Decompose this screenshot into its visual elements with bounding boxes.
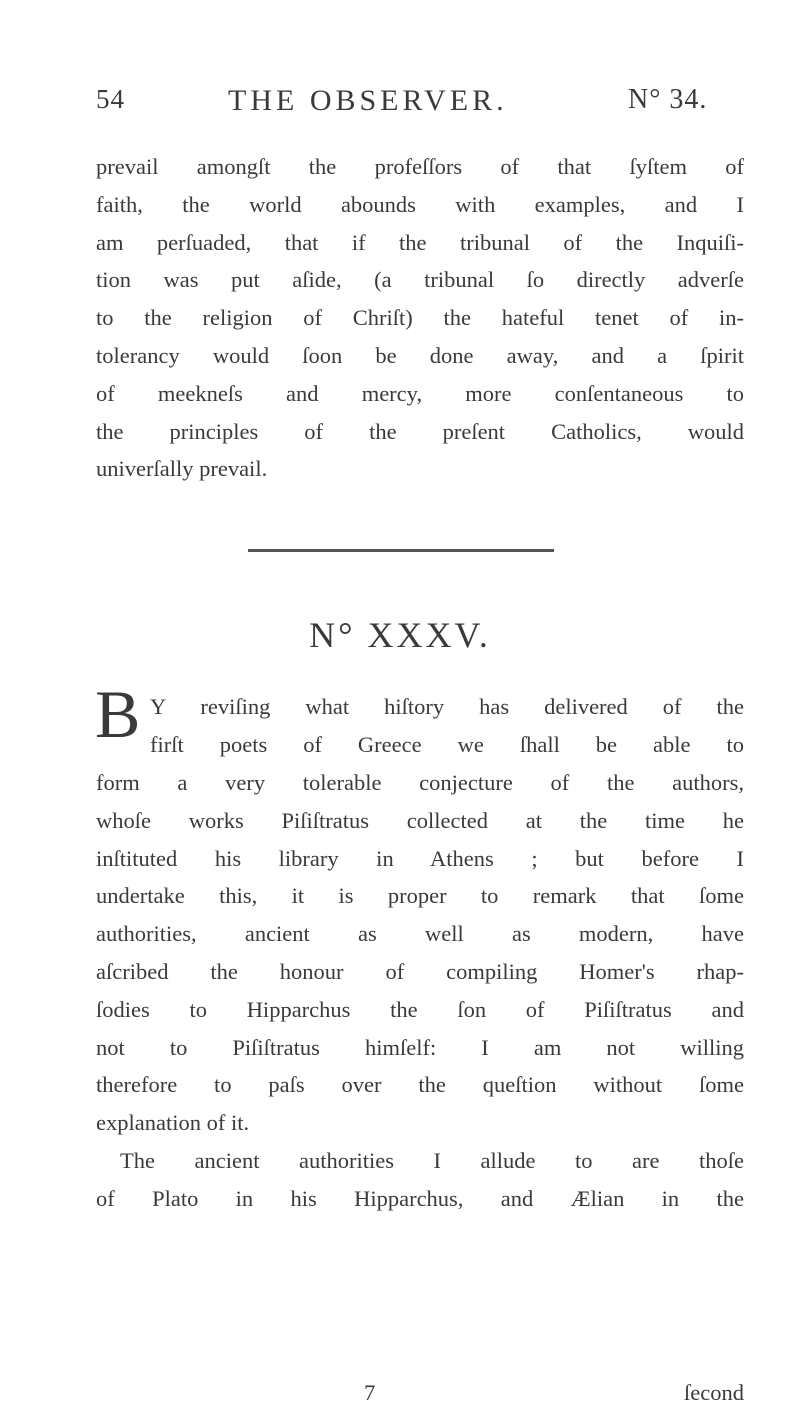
- text-line: therefore to paſs over the queſtion without ſome: [96, 1072, 744, 1098]
- signature-mark: 7: [364, 1380, 376, 1405]
- text-line: faith, the world abounds with examples, and I: [96, 191, 744, 217]
- text-line: inſtituted his library in Athens ; but before I: [96, 845, 744, 871]
- text-line: the principles of the preſent Catholics, would: [96, 418, 744, 444]
- text-line: undertake this, it is proper to remark that ſome: [96, 883, 744, 909]
- text-line: tolerancy would ſoon be done away, and a ſpirit: [96, 342, 744, 368]
- text-line: am perſuaded, that if the tribunal of the Inquiſi-: [96, 229, 744, 255]
- text-line: univerſally prevail.: [96, 456, 268, 482]
- paragraph-continued: [96, 148, 744, 488]
- text-line: not to Piſiſtratus himſelf: I am not willing: [96, 1034, 744, 1060]
- text-line: tion was put aſide, (a tribunal ſo directly adverſe: [96, 267, 744, 293]
- issue-number: N° 34.: [628, 84, 708, 115]
- text-line: Y reviſing what hiſtory has delivered of the: [150, 694, 744, 719]
- text-line: authorities, ancient as well as modern, have: [96, 921, 744, 947]
- text-line: to the religion of Chriſt) the hateful tenet of in-: [96, 305, 744, 331]
- text-line: of Plato in his Hipparchus, and Ælian in the: [96, 1185, 744, 1211]
- paragraph-opening: [150, 688, 744, 764]
- text-line: prevail amongſt the profeſſors of that ſyſtem of: [96, 154, 744, 179]
- text-line: The ancient authorities I allude to are thoſe: [120, 1147, 744, 1173]
- running-title: THE OBSERVER.: [228, 84, 508, 117]
- section-divider: [248, 549, 554, 552]
- text-line: ſodies to Hipparchus the ſon of Piſiſtratus and: [96, 996, 744, 1022]
- catchword: ſecond: [684, 1380, 744, 1405]
- paragraph-body: [96, 764, 744, 1218]
- text-line: whoſe works Piſiſtratus collected at the time he: [96, 807, 744, 833]
- text-line: explanation of it.: [96, 1110, 250, 1136]
- page-footer: [96, 1380, 744, 1416]
- text-line: aſcribed the honour of compiling Homer's rhap-: [96, 958, 744, 984]
- text-line: of meekneſs and mercy, more conſentaneous to: [96, 380, 744, 406]
- drop-cap: B: [95, 676, 141, 752]
- section-heading: N° XXXV.: [309, 615, 491, 655]
- running-header: [96, 84, 736, 124]
- page-number: 54: [96, 84, 125, 114]
- text-line: firſt poets of Greece we ſhall be able to: [150, 731, 744, 757]
- text-line: form a very tolerable conjecture of the authors,: [96, 770, 744, 795]
